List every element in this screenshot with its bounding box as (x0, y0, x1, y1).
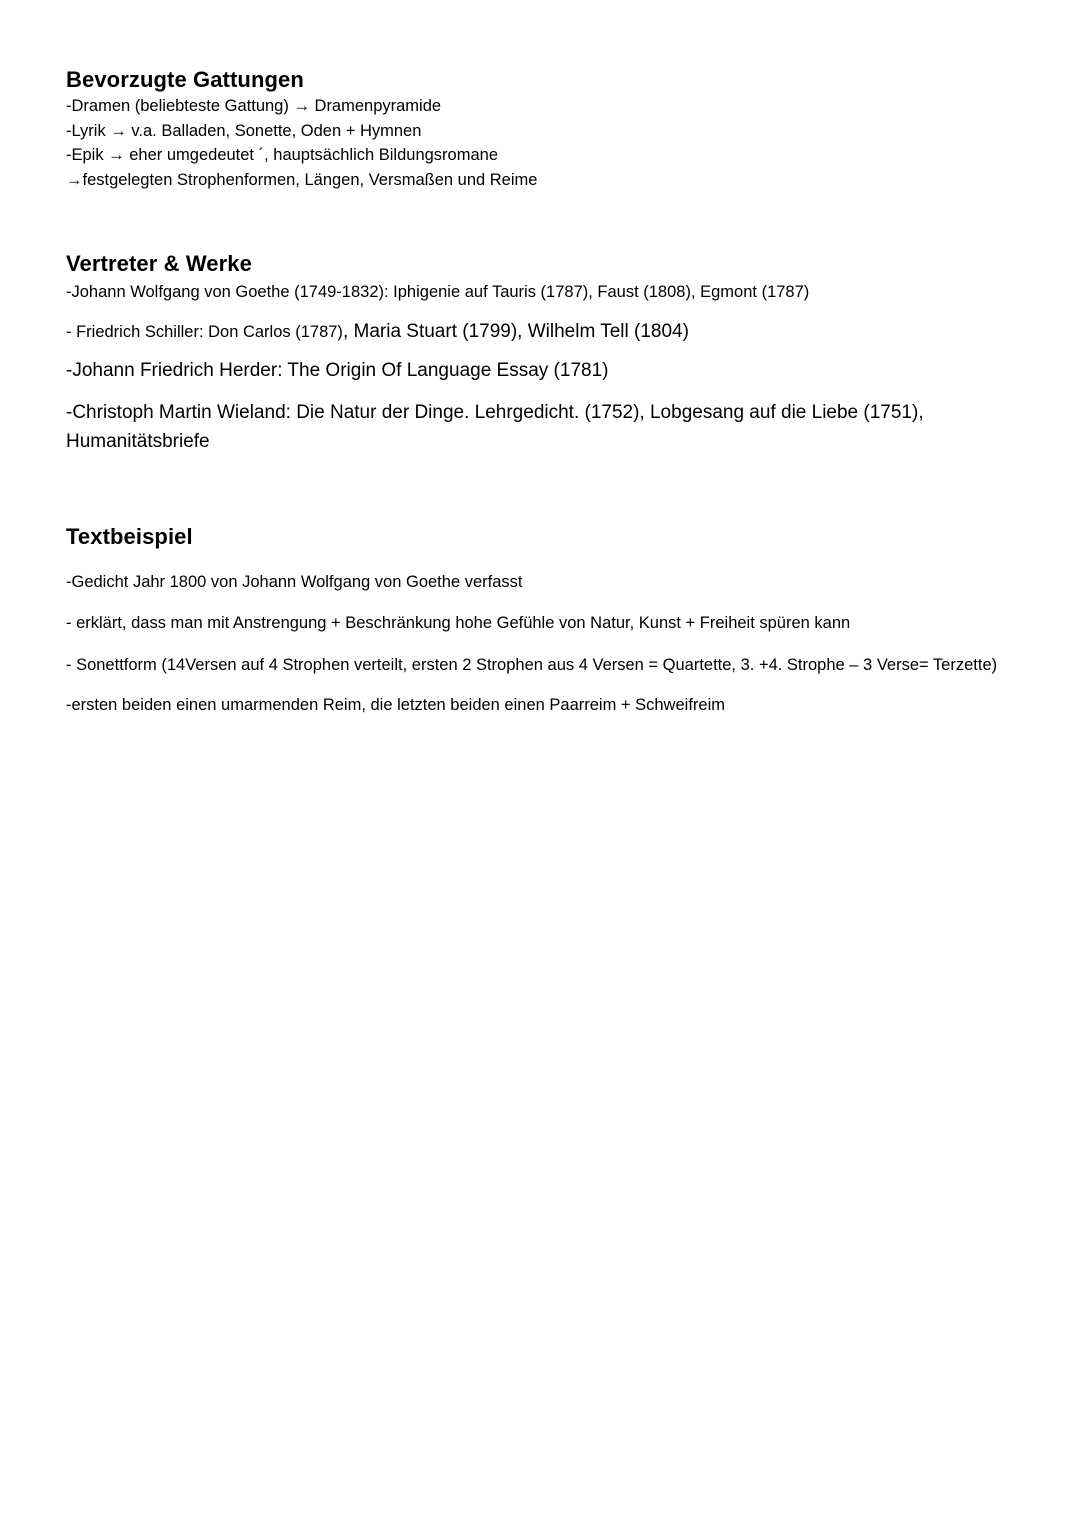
paragraph: - Sonettform (14Versen auf 4 Strophen verteilt, ersten 2 Strophen aus 4 Versen = Quartette, 3. +4. Strophe – 3 Verse= Terzette) (66, 656, 998, 674)
author-schiller-part2: , Maria Stuart (1799), Wilhelm Tell (1804) (342, 321, 689, 342)
section-heading: Textbeispiel (66, 524, 193, 549)
list-item: -Lyrik → v.a. Balladen, Sonette, Oden + Hymnen (66, 121, 422, 140)
section-bevorzugte-gattungen (66, 66, 1006, 192)
list-item: -Dramen (beliebteste Gattung) → Dramenpyramide (66, 97, 442, 115)
author-herder: -Johann Friedrich Herder: The Origin Of Language Essay (1781) (66, 360, 609, 381)
paragraph: - erklärt, dass man mit Anstrengung + Beschränkung hohe Gefühle von Natur, Kunst + Freiheit spüren kann (66, 614, 851, 632)
paragraph: -Gedicht Jahr 1800 von Johann Wolfgang von Goethe verfasst (66, 573, 523, 591)
section-textbeispiel (66, 523, 1006, 717)
author-schiller-part1: - Friedrich Schiller: Don Carlos (1787) (66, 323, 343, 341)
author-goethe: -Johann Wolfgang von Goethe (1749-1832): Iphigenie auf Tauris (1787), Faust (1808), Egmont (1787) (66, 283, 810, 301)
section-vertreter-werke (66, 250, 1006, 456)
paragraph: -ersten beiden einen umarmenden Reim, die letzten beiden einen Paarreim + Schweifreim (66, 696, 725, 714)
section-heading: Vertreter & Werke (66, 251, 252, 276)
author-schiller (66, 320, 1006, 344)
section-heading: Bevorzugte Gattungen (66, 67, 304, 92)
list-item: →festgelegten Strophenformen, Längen, Versmaßen und Reime (66, 170, 538, 189)
list-item: -Epik → eher umgedeutet ´, hauptsächlich Bildungsromane (66, 146, 498, 164)
author-wieland: -Christoph Martin Wieland: Die Natur der Dinge. Lehrgedicht. (1752), Lobgesang auf die Liebe (1751), Humanitätsbriefe (66, 402, 924, 452)
